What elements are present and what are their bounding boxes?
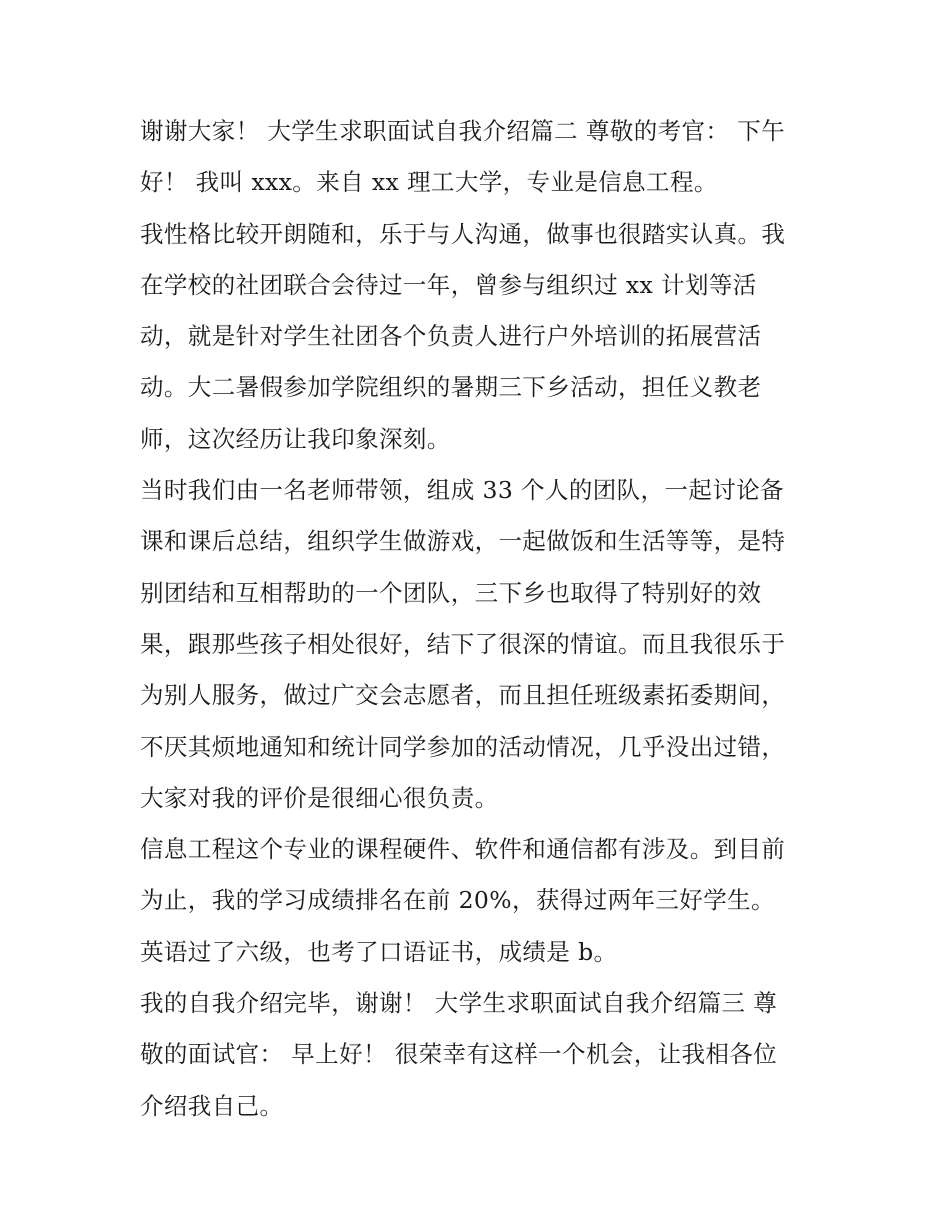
text-line-11: 果，跟那些孩子相处很好，结下了很深的情谊。而且我很乐于 — [140, 629, 786, 658]
text-line-17: 英语过了六级，也考了口语证书，成绩是 b。 — [140, 937, 618, 966]
text-line-20: 介绍我自己。 — [140, 1091, 284, 1120]
text-line-14: 大家对我的评价是很细心很负责。 — [140, 783, 499, 812]
text-line-4: 在学校的社团联合会待过一年，曾参与组织过 xx 计划等活 — [140, 270, 757, 299]
text-line-5: 动，就是针对学生社团各个负责人进行户外培训的拓展营活 — [140, 322, 762, 351]
text-line-10: 别团结和互相帮助的一个团队，三下乡也取得了特别好的效 — [140, 578, 762, 607]
text-line-1: 谢谢大家！ 大学生求职面试自我介绍篇二 尊敬的考官： 下午 — [140, 117, 786, 145]
text-line-8: 当时我们由一名老师带领，组成 33 个人的团队，一起讨论备 — [140, 476, 784, 505]
text-line-13: 不厌其烦地通知和统计同学参加的活动情况，几乎没出过错， — [140, 732, 786, 761]
text-line-6: 动。大二暑假参加学院组织的暑期三下乡活动，担任义教老 — [140, 373, 762, 402]
text-line-16: 为止，我的学习成绩排名在前 20%，获得过两年三好学生。 — [140, 886, 775, 915]
text-line-19: 敬的面试官： 早上好！ 很荣幸有这样一个机会，让我相各位 — [140, 1040, 778, 1069]
text-line-12: 为别人服务，做过广交会志愿者，而且担任班级素拓委期间， — [140, 681, 786, 710]
text-line-9: 课和课后总结，组织学生做游戏，一起做饭和生活等等，是特 — [140, 527, 786, 556]
text-line-2: 好！ 我叫 xxx。来自 xx 理工大学，专业是信息工程。 — [140, 168, 718, 197]
text-line-18: 我的自我介绍完毕，谢谢！ 大学生求职面试自我介绍篇三 尊 — [140, 989, 778, 1018]
text-line-15: 信息工程这个专业的课程硬件、软件和通信都有涉及。到目前 — [140, 835, 786, 864]
document-body — [140, 106, 820, 1132]
text-line-7: 师，这次经历让我印象深刻。 — [140, 424, 451, 453]
text-line-3: 我性格比较开朗随和，乐于与人沟通，做事也很踏实认真。我 — [140, 219, 786, 248]
